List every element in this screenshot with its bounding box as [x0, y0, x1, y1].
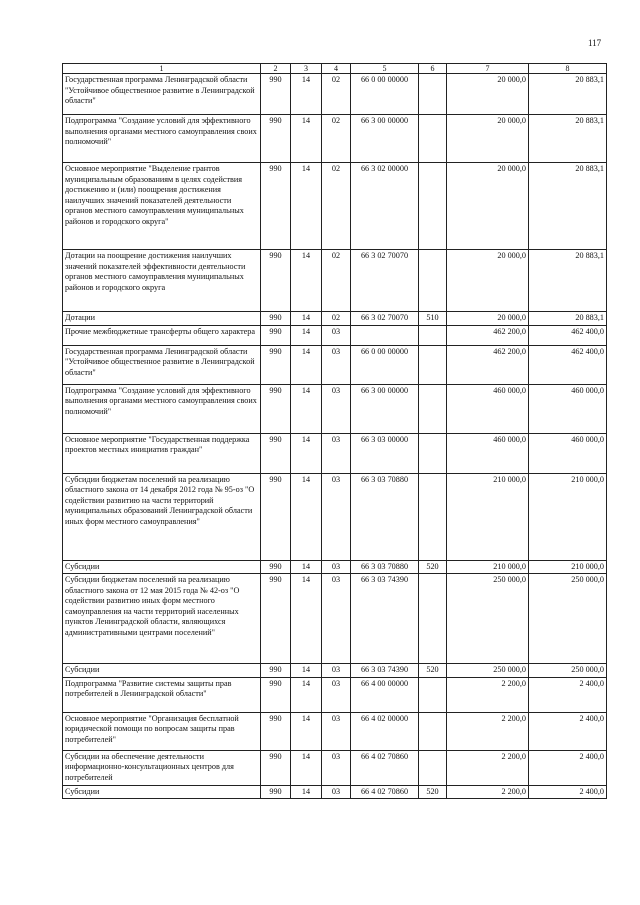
section-code-cell: 14: [291, 433, 322, 473]
table-row: [63, 712, 607, 750]
expense-type-cell: [419, 574, 447, 664]
amount-year2-cell: 20 883,1: [529, 250, 607, 312]
row-name-cell: Субсидии на обеспечение деятельности информационно-консультационных центров для потребителей: [63, 750, 261, 785]
amount-year1-cell: 210 000,0: [447, 560, 529, 574]
expense-type-cell: 520: [419, 785, 447, 799]
table-row: [63, 384, 607, 433]
grbs-code-cell: 990: [261, 250, 291, 312]
grbs-code-cell: 990: [261, 312, 291, 326]
amount-year1-cell: 2 200,0: [447, 677, 529, 712]
amount-year1-cell: 20 000,0: [447, 312, 529, 326]
amount-year1-cell: 250 000,0: [447, 664, 529, 678]
section-code-cell: 14: [291, 312, 322, 326]
table-row: [63, 433, 607, 473]
expense-type-cell: [419, 325, 447, 345]
expense-type-cell: [419, 250, 447, 312]
amount-year2-cell: 20 883,1: [529, 115, 607, 163]
grbs-code-cell: 990: [261, 74, 291, 115]
grbs-code-cell: 990: [261, 750, 291, 785]
subsection-code-cell: 03: [322, 384, 351, 433]
table-row: [63, 785, 607, 799]
target-article-cell: 66 4 02 00000: [351, 712, 419, 750]
subsection-code-cell: 02: [322, 312, 351, 326]
section-code-cell: 14: [291, 677, 322, 712]
subsection-code-cell: 03: [322, 785, 351, 799]
expense-type-cell: [419, 473, 447, 560]
row-name-cell: Государственная программа Ленинградской области "Устойчивое общественное развитие в Ленинградской области": [63, 345, 261, 384]
table-row: [63, 325, 607, 345]
subsection-code-cell: 03: [322, 750, 351, 785]
target-article-cell: 66 3 00 00000: [351, 115, 419, 163]
table-row: [63, 74, 607, 115]
row-name-cell: Подпрограмма "Создание условий для эффективного выполнения органами местного самоуправления своих полномочий": [63, 115, 261, 163]
section-code-cell: 14: [291, 785, 322, 799]
row-name-cell: Дотации на поощрение достижения наилучших значений показателей эффективности деятельности органов местного самоуправления муниципальных районов и городского округа: [63, 250, 261, 312]
amount-year2-cell: 250 000,0: [529, 574, 607, 664]
expense-type-cell: [419, 345, 447, 384]
section-code-cell: 14: [291, 560, 322, 574]
section-code-cell: 14: [291, 664, 322, 678]
target-article-cell: 66 0 00 00000: [351, 74, 419, 115]
amount-year2-cell: 20 883,1: [529, 74, 607, 115]
grbs-code-cell: 990: [261, 384, 291, 433]
section-code-cell: 14: [291, 163, 322, 250]
expense-type-cell: 520: [419, 560, 447, 574]
amount-year2-cell: 2 400,0: [529, 750, 607, 785]
column-header: 6: [419, 64, 447, 74]
expense-type-cell: 520: [419, 664, 447, 678]
amount-year1-cell: 210 000,0: [447, 473, 529, 560]
amount-year2-cell: 210 000,0: [529, 473, 607, 560]
grbs-code-cell: 990: [261, 785, 291, 799]
row-name-cell: Субсидии: [63, 785, 261, 799]
section-code-cell: 14: [291, 384, 322, 433]
expense-type-cell: [419, 163, 447, 250]
section-code-cell: 14: [291, 74, 322, 115]
amount-year1-cell: 250 000,0: [447, 574, 529, 664]
column-header: 8: [529, 64, 607, 74]
column-header: 7: [447, 64, 529, 74]
grbs-code-cell: 990: [261, 560, 291, 574]
amount-year2-cell: 462 400,0: [529, 345, 607, 384]
table-row: [63, 115, 607, 163]
target-article-cell: 66 3 02 70070: [351, 312, 419, 326]
amount-year1-cell: 20 000,0: [447, 115, 529, 163]
amount-year1-cell: 20 000,0: [447, 250, 529, 312]
grbs-code-cell: 990: [261, 574, 291, 664]
section-code-cell: 14: [291, 712, 322, 750]
amount-year2-cell: 250 000,0: [529, 664, 607, 678]
amount-year1-cell: 2 200,0: [447, 785, 529, 799]
row-name-cell: Подпрограмма "Развитие системы защиты прав потребителей в Ленинградской области": [63, 677, 261, 712]
row-name-cell: Субсидии бюджетам поселений на реализацию областного закона от 12 мая 2015 года № 42-оз "О содействии развитию иных форм местного самоуправления на части территорий населенных пунктов Ленинградской области, являющихся административными центрами поселений": [63, 574, 261, 664]
amount-year1-cell: 2 200,0: [447, 750, 529, 785]
subsection-code-cell: 03: [322, 664, 351, 678]
expense-type-cell: [419, 115, 447, 163]
page-number: 117: [588, 38, 602, 48]
subsection-code-cell: 02: [322, 115, 351, 163]
column-header: 1: [63, 64, 261, 74]
amount-year1-cell: 462 200,0: [447, 345, 529, 384]
target-article-cell: 66 3 03 70880: [351, 560, 419, 574]
row-name-cell: Основное мероприятие "Государственная поддержка проектов местных инициатив граждан": [63, 433, 261, 473]
row-name-cell: Подпрограмма "Создание условий для эффективного выполнения органами местного самоуправления своих полномочий": [63, 384, 261, 433]
subsection-code-cell: 02: [322, 163, 351, 250]
table-row: [63, 250, 607, 312]
section-code-cell: 14: [291, 750, 322, 785]
amount-year2-cell: 462 400,0: [529, 325, 607, 345]
amount-year2-cell: 2 400,0: [529, 785, 607, 799]
grbs-code-cell: 990: [261, 473, 291, 560]
subsection-code-cell: 02: [322, 250, 351, 312]
amount-year2-cell: 2 400,0: [529, 712, 607, 750]
grbs-code-cell: 990: [261, 664, 291, 678]
grbs-code-cell: 990: [261, 345, 291, 384]
row-name-cell: Дотации: [63, 312, 261, 326]
subsection-code-cell: 03: [322, 677, 351, 712]
target-article-cell: 66 4 00 00000: [351, 677, 419, 712]
target-article-cell: 66 4 02 70860: [351, 750, 419, 785]
row-name-cell: Государственная программа Ленинградской области "Устойчивое общественное развитие в Ленинградской области": [63, 74, 261, 115]
table-row: [63, 574, 607, 664]
column-header: 3: [291, 64, 322, 74]
expense-type-cell: [419, 433, 447, 473]
amount-year2-cell: 210 000,0: [529, 560, 607, 574]
subsection-code-cell: 03: [322, 560, 351, 574]
row-name-cell: Субсидии бюджетам поселений на реализацию областного закона от 14 декабря 2012 года № 95-оз "О содействии развитию на части территорий муниципальных образований Ленинградской области иных форм местного самоуправления": [63, 473, 261, 560]
row-name-cell: Субсидии: [63, 664, 261, 678]
table-row: [63, 560, 607, 574]
budget-table: [62, 63, 607, 799]
row-name-cell: Прочие межбюджетные трансферты общего характера: [63, 325, 261, 345]
table-header-row: [63, 64, 607, 74]
amount-year2-cell: 460 000,0: [529, 384, 607, 433]
target-article-cell: 66 3 02 00000: [351, 163, 419, 250]
amount-year1-cell: 460 000,0: [447, 433, 529, 473]
grbs-code-cell: 990: [261, 433, 291, 473]
amount-year2-cell: 20 883,1: [529, 312, 607, 326]
section-code-cell: 14: [291, 473, 322, 560]
subsection-code-cell: 03: [322, 574, 351, 664]
row-name-cell: Основное мероприятие "Организация бесплатной юридической помощи по вопросам защиты прав потребителей": [63, 712, 261, 750]
subsection-code-cell: 02: [322, 74, 351, 115]
target-article-cell: 66 3 03 70880: [351, 473, 419, 560]
amount-year1-cell: 20 000,0: [447, 163, 529, 250]
grbs-code-cell: 990: [261, 163, 291, 250]
amount-year2-cell: 460 000,0: [529, 433, 607, 473]
amount-year2-cell: 20 883,1: [529, 163, 607, 250]
target-article-cell: 66 4 02 70860: [351, 785, 419, 799]
expense-type-cell: [419, 750, 447, 785]
table-row: [63, 312, 607, 326]
section-code-cell: 14: [291, 250, 322, 312]
amount-year1-cell: 460 000,0: [447, 384, 529, 433]
table-row: [63, 664, 607, 678]
subsection-code-cell: 03: [322, 325, 351, 345]
grbs-code-cell: 990: [261, 325, 291, 345]
section-code-cell: 14: [291, 574, 322, 664]
subsection-code-cell: 03: [322, 473, 351, 560]
target-article-cell: 66 3 03 74390: [351, 574, 419, 664]
column-header: 5: [351, 64, 419, 74]
amount-year2-cell: 2 400,0: [529, 677, 607, 712]
section-code-cell: 14: [291, 345, 322, 384]
amount-year1-cell: 20 000,0: [447, 74, 529, 115]
table-row: [63, 677, 607, 712]
row-name-cell: Основное мероприятие "Выделение грантов муниципальным образованиям в целях содействия достижению и (или) поощрения достижения наилучших значений показателей деятельности органов местного самоуправления муниципальных районов и городского округа": [63, 163, 261, 250]
table-row: [63, 163, 607, 250]
target-article-cell: 66 3 03 74390: [351, 664, 419, 678]
subsection-code-cell: 03: [322, 345, 351, 384]
row-name-cell: Субсидии: [63, 560, 261, 574]
column-header: 2: [261, 64, 291, 74]
expense-type-cell: 510: [419, 312, 447, 326]
grbs-code-cell: 990: [261, 677, 291, 712]
expense-type-cell: [419, 677, 447, 712]
column-header: 4: [322, 64, 351, 74]
amount-year1-cell: 2 200,0: [447, 712, 529, 750]
expense-type-cell: [419, 384, 447, 433]
grbs-code-cell: 990: [261, 115, 291, 163]
target-article-cell: 66 0 00 00000: [351, 345, 419, 384]
target-article-cell: 66 3 00 00000: [351, 384, 419, 433]
target-article-cell: 66 3 03 00000: [351, 433, 419, 473]
expense-type-cell: [419, 74, 447, 115]
target-article-cell: 66 3 02 70070: [351, 250, 419, 312]
subsection-code-cell: 03: [322, 433, 351, 473]
subsection-code-cell: 03: [322, 712, 351, 750]
section-code-cell: 14: [291, 325, 322, 345]
section-code-cell: 14: [291, 115, 322, 163]
table-row: [63, 473, 607, 560]
grbs-code-cell: 990: [261, 712, 291, 750]
amount-year1-cell: 462 200,0: [447, 325, 529, 345]
table-row: [63, 750, 607, 785]
expense-type-cell: [419, 712, 447, 750]
target-article-cell: [351, 325, 419, 345]
table-row: [63, 345, 607, 384]
